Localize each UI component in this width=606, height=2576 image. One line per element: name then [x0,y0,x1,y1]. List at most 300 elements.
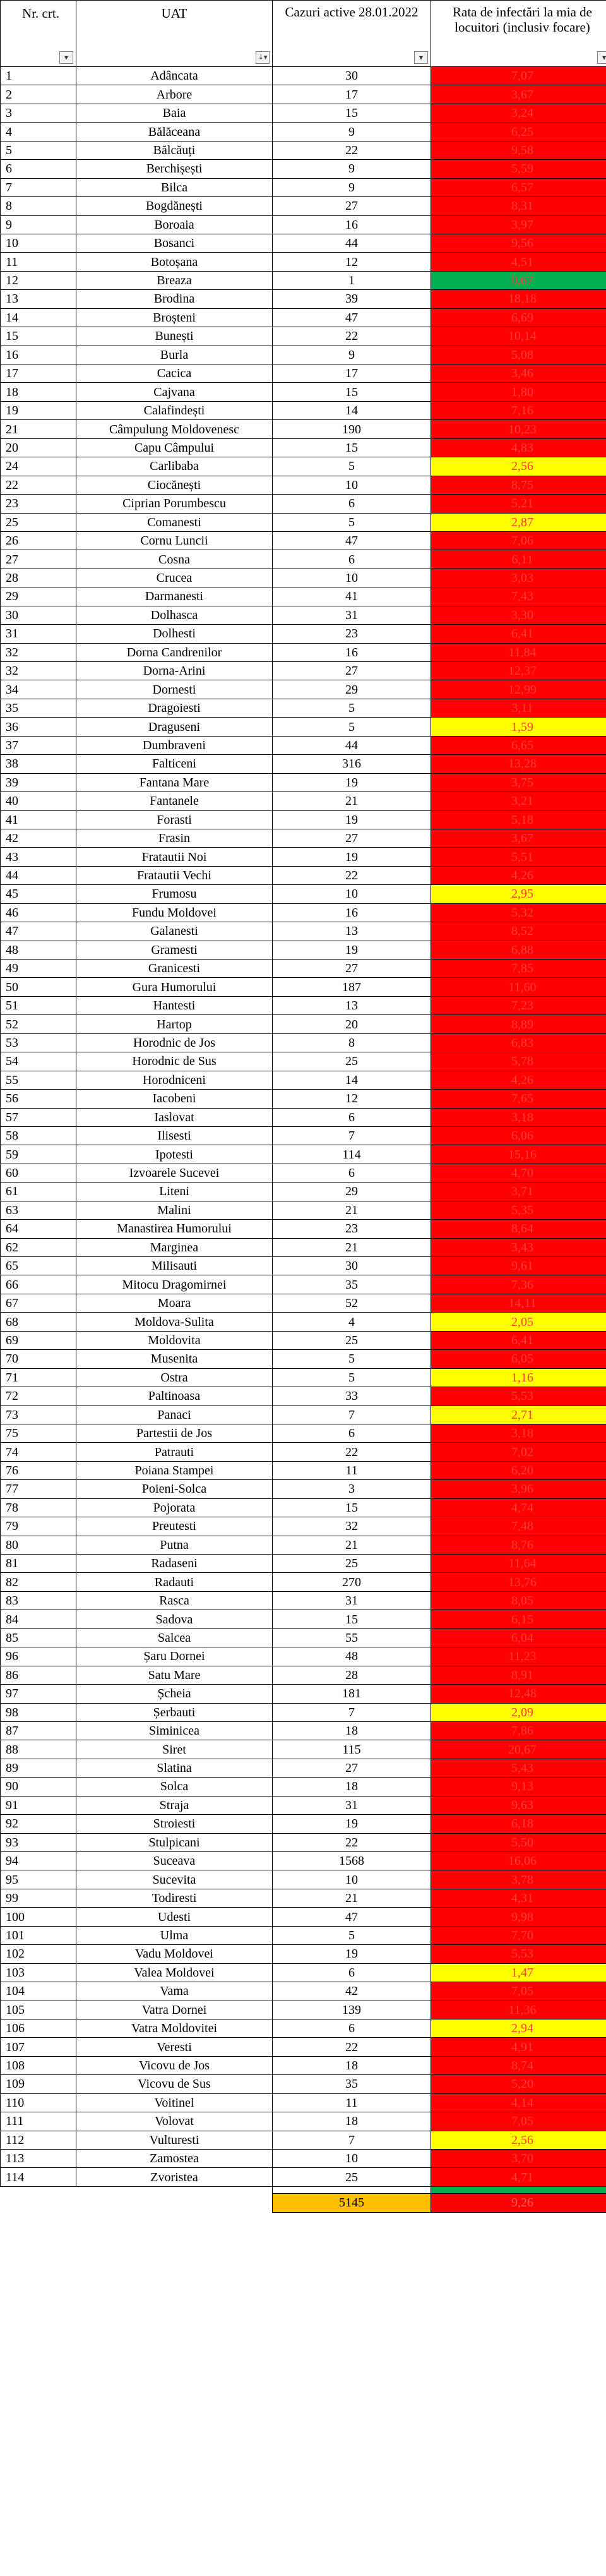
uat-cell[interactable]: Calafindești [76,401,273,419]
cazuri-cell[interactable]: 15 [273,1498,431,1517]
uat-cell[interactable]: Dorna Candrenilor [76,643,273,661]
rata-cell[interactable]: 5,59 [431,160,606,178]
nr-cell[interactable]: 18 [1,383,76,401]
nr-cell[interactable]: 46 [1,903,76,922]
nr-cell[interactable]: 95 [1,1870,76,1889]
rata-cell[interactable]: 9,63 [431,1796,606,1814]
nr-cell[interactable]: 35 [1,699,76,717]
nr-cell[interactable]: 114 [1,2168,76,2186]
uat-cell[interactable]: Adâncata [76,67,273,85]
rata-cell[interactable]: 5,53 [431,1945,606,1963]
uat-cell[interactable]: Ulma [76,1926,273,1944]
uat-cell[interactable]: Volovat [76,2112,273,2131]
nr-cell[interactable]: 58 [1,1126,76,1145]
uat-cell[interactable]: Bogdănești [76,197,273,215]
rata-cell[interactable]: 3,43 [431,1238,606,1256]
rata-cell[interactable]: 7,48 [431,1517,606,1536]
nr-cell[interactable]: 101 [1,1926,76,1944]
cazuri-cell[interactable]: 21 [273,1201,431,1219]
uat-cell[interactable]: Izvoarele Sucevei [76,1164,273,1182]
rata-cell[interactable]: 4,51 [431,253,606,271]
rata-cell[interactable]: 8,52 [431,922,606,941]
cazuri-cell[interactable]: 21 [273,1238,431,1256]
nr-cell[interactable]: 90 [1,1778,76,1796]
nr-cell[interactable]: 29 [1,587,76,606]
uat-cell[interactable]: Fantana Mare [76,773,273,791]
rata-cell[interactable]: 12,37 [431,662,606,680]
uat-cell[interactable]: Iaslovat [76,1108,273,1126]
uat-cell[interactable]: Dornesti [76,680,273,699]
nr-cell[interactable]: 64 [1,1220,76,1238]
nr-cell[interactable]: 92 [1,1815,76,1833]
nr-cell[interactable]: 32 [1,662,76,680]
rata-cell[interactable]: 3,30 [431,606,606,624]
uat-cell[interactable]: Straja [76,1796,273,1814]
uat-cell[interactable]: Iacobeni [76,1090,273,1108]
cazuri-cell[interactable]: 30 [273,67,431,85]
rata-cell[interactable]: 6,83 [431,1033,606,1052]
rata-cell[interactable]: 7,06 [431,531,606,550]
nr-cell[interactable]: 110 [1,2093,76,2112]
nr-cell[interactable]: 104 [1,1982,76,2001]
nr-cell[interactable]: 59 [1,1145,76,1164]
cazuri-cell[interactable]: 25 [273,1331,431,1349]
nr-cell[interactable]: 71 [1,1368,76,1387]
cazuri-cell[interactable]: 31 [273,1591,431,1610]
uat-cell[interactable]: Valea Moldovei [76,1963,273,1982]
rata-cell[interactable]: 3,97 [431,215,606,234]
uat-cell[interactable]: Salcea [76,1628,273,1647]
cazuri-cell[interactable]: 13 [273,996,431,1014]
sort-filter-icon[interactable]: ↓▾ [256,51,270,64]
rata-cell[interactable]: 3,67 [431,85,606,104]
uat-cell[interactable]: Șaru Dornei [76,1647,273,1666]
uat-cell[interactable]: Vatra Moldovitei [76,2019,273,2037]
nr-cell[interactable]: 85 [1,1628,76,1647]
nr-cell[interactable]: 50 [1,978,76,996]
nr-cell[interactable]: 102 [1,1945,76,1963]
nr-cell[interactable]: 107 [1,2038,76,2056]
nr-cell[interactable]: 98 [1,1703,76,1721]
rata-cell[interactable]: 7,16 [431,401,606,419]
cazuri-cell[interactable]: 27 [273,1759,431,1777]
cazuri-cell[interactable]: 18 [273,1721,431,1740]
nr-cell[interactable]: 63 [1,1201,76,1219]
uat-cell[interactable]: Șerbauti [76,1703,273,1721]
uat-cell[interactable]: Moara [76,1294,273,1312]
nr-cell[interactable]: 62 [1,1238,76,1256]
rata-cell[interactable]: 3,78 [431,1870,606,1889]
nr-cell[interactable]: 4 [1,123,76,141]
uat-cell[interactable]: Stulpicani [76,1833,273,1851]
uat-cell[interactable]: Radauti [76,1573,273,1591]
uat-cell[interactable]: Rasca [76,1591,273,1610]
rata-cell[interactable]: 5,18 [431,810,606,829]
rata-cell[interactable]: 3,96 [431,1480,606,1498]
uat-cell[interactable]: Capu Câmpului [76,438,273,457]
uat-cell[interactable]: Siminicea [76,1721,273,1740]
rata-cell[interactable]: 7,36 [431,1275,606,1294]
nr-cell[interactable]: 54 [1,1052,76,1071]
rata-cell[interactable]: 3,70 [431,2150,606,2168]
nr-cell[interactable]: 112 [1,2131,76,2149]
cazuri-cell[interactable]: 21 [273,792,431,810]
cazuri-cell[interactable]: 22 [273,327,431,346]
cazuri-cell[interactable]: 5 [273,718,431,736]
nr-cell[interactable]: 93 [1,1833,76,1851]
uat-cell[interactable]: Hantesti [76,996,273,1014]
nr-cell[interactable]: 19 [1,401,76,419]
cazuri-cell[interactable]: 7 [273,1126,431,1145]
rata-cell[interactable]: 5,32 [431,903,606,922]
cazuri-cell[interactable]: 44 [273,736,431,754]
rata-cell[interactable]: 5,53 [431,1387,606,1405]
rata-cell[interactable]: 7,02 [431,1443,606,1461]
rata-cell[interactable]: 1,47 [431,1963,606,1982]
cazuri-cell[interactable]: 25 [273,1052,431,1071]
uat-cell[interactable]: Dorna-Arini [76,662,273,680]
nr-cell[interactable]: 26 [1,531,76,550]
cazuri-cell[interactable]: 19 [273,941,431,959]
nr-cell[interactable]: 45 [1,885,76,903]
nr-cell[interactable]: 2 [1,85,76,104]
uat-cell[interactable]: Gura Humorului [76,978,273,996]
uat-cell[interactable]: Marginea [76,1238,273,1256]
uat-cell[interactable]: Carlibaba [76,457,273,476]
rata-cell[interactable]: 6,11 [431,550,606,569]
uat-cell[interactable]: Bălcăuți [76,141,273,159]
rata-cell[interactable]: 4,74 [431,1498,606,1517]
nr-cell[interactable]: 48 [1,941,76,959]
nr-cell[interactable]: 73 [1,1405,76,1424]
cazuri-cell[interactable]: 25 [273,1555,431,1573]
rata-cell[interactable]: 5,08 [431,346,606,364]
uat-cell[interactable]: Berchișești [76,160,273,178]
rata-cell[interactable]: 8,91 [431,1666,606,1684]
uat-cell[interactable]: Udesti [76,1908,273,1926]
uat-cell[interactable]: Liteni [76,1183,273,1201]
cazuri-cell[interactable]: 4 [273,1313,431,1331]
nr-cell[interactable]: 41 [1,810,76,829]
nr-cell[interactable]: 77 [1,1480,76,1498]
cazuri-cell[interactable]: 27 [273,197,431,215]
cazuri-cell[interactable]: 22 [273,1833,431,1851]
filter-dropdown-icon[interactable]: ▾ [59,51,73,64]
cazuri-cell[interactable]: 190 [273,420,431,438]
uat-cell[interactable]: Șcheia [76,1685,273,1703]
nr-cell[interactable]: 24 [1,457,76,476]
cazuri-cell[interactable]: 27 [273,960,431,978]
rata-cell[interactable]: 14,11 [431,1294,606,1312]
uat-cell[interactable]: Horodniceni [76,1071,273,1089]
rata-cell[interactable]: 2,05 [431,1313,606,1331]
rata-cell[interactable]: 6,06 [431,1126,606,1145]
cazuri-cell[interactable]: 10 [273,569,431,587]
rata-cell[interactable]: 2,95 [431,885,606,903]
rata-cell[interactable]: 2,09 [431,1703,606,1721]
rata-cell[interactable]: 3,11 [431,699,606,717]
cazuri-cell[interactable]: 6 [273,2019,431,2037]
nr-cell[interactable]: 108 [1,2056,76,2074]
uat-cell[interactable]: Hartop [76,1015,273,1033]
uat-cell[interactable]: Vadu Moldovei [76,1945,273,1963]
cazuri-cell[interactable]: 6 [273,1963,431,1982]
rata-cell[interactable]: 7,07 [431,67,606,85]
uat-cell[interactable]: Boroaia [76,215,273,234]
uat-cell[interactable]: Stroiesti [76,1815,273,1833]
uat-cell[interactable]: Dumbraveni [76,736,273,754]
uat-cell[interactable]: Patrauti [76,1443,273,1461]
nr-cell[interactable]: 75 [1,1424,76,1442]
nr-cell[interactable]: 111 [1,2112,76,2131]
rata-cell[interactable]: 4,71 [431,2168,606,2186]
total-cazuri-cell[interactable]: 5145 [273,2193,431,2212]
nr-cell[interactable]: 56 [1,1090,76,1108]
nr-cell[interactable]: 21 [1,420,76,438]
rata-cell[interactable]: 3,18 [431,1424,606,1442]
uat-cell[interactable]: Ostra [76,1368,273,1387]
cazuri-cell[interactable]: 33 [273,1387,431,1405]
cazuri-cell[interactable]: 15 [273,104,431,122]
uat-cell[interactable]: Burla [76,346,273,364]
cazuri-cell[interactable]: 115 [273,1740,431,1759]
nr-cell[interactable]: 31 [1,625,76,643]
uat-cell[interactable]: Mitocu Dragomirnei [76,1275,273,1294]
nr-cell[interactable]: 5 [1,141,76,159]
rata-cell[interactable]: 9,13 [431,1778,606,1796]
cazuri-cell[interactable]: 55 [273,1628,431,1647]
cazuri-cell[interactable]: 48 [273,1647,431,1666]
rata-cell[interactable]: 16,06 [431,1852,606,1870]
cazuri-cell[interactable]: 5 [273,457,431,476]
rata-cell[interactable]: 8,75 [431,476,606,494]
rata-cell[interactable]: 2,71 [431,1405,606,1424]
rata-cell[interactable]: 3,18 [431,1108,606,1126]
cazuri-cell[interactable]: 35 [273,1275,431,1294]
rata-cell[interactable]: 2,87 [431,513,606,531]
cazuri-cell[interactable]: 8 [273,1033,431,1052]
nr-cell[interactable]: 11 [1,253,76,271]
uat-cell[interactable]: Moldova-Sulita [76,1313,273,1331]
uat-cell[interactable]: Cacica [76,364,273,383]
uat-cell[interactable]: Darmanesti [76,587,273,606]
uat-cell[interactable]: Dolhasca [76,606,273,624]
rata-cell[interactable]: 7,85 [431,960,606,978]
uat-cell[interactable]: Ilisesti [76,1126,273,1145]
nr-cell[interactable]: 25 [1,513,76,531]
rata-cell[interactable]: 7,23 [431,996,606,1014]
rata-cell[interactable]: 5,21 [431,495,606,513]
uat-cell[interactable]: Slatina [76,1759,273,1777]
cazuri-cell[interactable]: 270 [273,1573,431,1591]
cazuri-cell[interactable]: 19 [273,773,431,791]
cazuri-cell[interactable]: 11 [273,1461,431,1479]
uat-cell[interactable]: Breaza [76,271,273,289]
cazuri-cell[interactable]: 22 [273,866,431,884]
uat-cell[interactable]: Musenita [76,1350,273,1368]
uat-cell[interactable]: Frumosu [76,885,273,903]
rata-cell[interactable]: 6,69 [431,308,606,327]
cazuri-cell[interactable]: 21 [273,1536,431,1554]
rata-cell[interactable]: 6,41 [431,625,606,643]
cazuri-cell[interactable]: 28 [273,1666,431,1684]
nr-cell[interactable]: 23 [1,495,76,513]
uat-cell[interactable]: Comanesti [76,513,273,531]
rata-cell[interactable]: 6,18 [431,1815,606,1833]
nr-cell[interactable]: 3 [1,104,76,122]
rata-cell[interactable]: 3,71 [431,1183,606,1201]
rata-cell[interactable]: 15,16 [431,1145,606,1164]
uat-cell[interactable]: Zamostea [76,2150,273,2168]
cazuri-cell[interactable]: 9 [273,123,431,141]
nr-cell[interactable]: 15 [1,327,76,346]
cazuri-cell[interactable]: 6 [273,1108,431,1126]
cazuri-cell[interactable]: 16 [273,215,431,234]
cazuri-cell[interactable]: 139 [273,2001,431,2019]
nr-cell[interactable]: 14 [1,308,76,327]
rata-cell[interactable]: 7,65 [431,1090,606,1108]
cazuri-cell[interactable]: 3 [273,1480,431,1498]
rata-cell[interactable]: 10,23 [431,420,606,438]
cazuri-cell[interactable]: 22 [273,2038,431,2056]
uat-cell[interactable]: Vicovu de Jos [76,2056,273,2074]
cazuri-cell[interactable]: 17 [273,364,431,383]
uat-cell[interactable]: Ciocănești [76,476,273,494]
cazuri-cell[interactable]: 11 [273,2093,431,2112]
filter-dropdown-icon[interactable]: ▾ [597,51,606,64]
rata-cell[interactable]: 7,70 [431,1926,606,1944]
nr-cell[interactable]: 81 [1,1555,76,1573]
uat-cell[interactable]: Ipotesti [76,1145,273,1164]
nr-cell[interactable]: 34 [1,680,76,699]
nr-cell[interactable]: 70 [1,1350,76,1368]
rata-cell[interactable]: 3,75 [431,773,606,791]
uat-cell[interactable]: Broșteni [76,308,273,327]
cazuri-cell[interactable]: 18 [273,2056,431,2074]
uat-cell[interactable]: Falticeni [76,755,273,773]
rata-cell[interactable]: 11,84 [431,643,606,661]
nr-cell[interactable]: 1 [1,67,76,85]
nr-cell[interactable]: 38 [1,755,76,773]
rata-cell[interactable]: 18,18 [431,290,606,308]
uat-cell[interactable]: Vama [76,1982,273,2001]
cazuri-cell[interactable]: 15 [273,383,431,401]
cazuri-cell[interactable]: 47 [273,308,431,327]
cazuri-cell[interactable]: 30 [273,1257,431,1275]
uat-cell[interactable]: Horodnic de Jos [76,1033,273,1052]
nr-cell[interactable]: 20 [1,438,76,457]
nr-cell[interactable]: 6 [1,160,76,178]
nr-cell[interactable]: 113 [1,2150,76,2168]
rata-cell[interactable]: 4,31 [431,1889,606,1907]
nr-cell[interactable]: 37 [1,736,76,754]
rata-cell[interactable]: 5,35 [431,1201,606,1219]
rata-cell[interactable]: 7,43 [431,587,606,606]
rata-cell[interactable]: 12,48 [431,1685,606,1703]
rata-cell[interactable]: 7,86 [431,1721,606,1740]
nr-cell[interactable]: 97 [1,1685,76,1703]
rata-cell[interactable]: 0,67 [431,271,606,289]
nr-cell[interactable]: 44 [1,866,76,884]
rata-cell[interactable]: 5,78 [431,1052,606,1071]
cazuri-cell[interactable]: 47 [273,531,431,550]
uat-cell[interactable]: Cajvana [76,383,273,401]
nr-cell[interactable]: 88 [1,1740,76,1759]
cazuri-cell[interactable]: 1 [273,271,431,289]
nr-cell[interactable]: 99 [1,1889,76,1907]
cazuri-cell[interactable]: 114 [273,1145,431,1164]
nr-cell[interactable]: 43 [1,848,76,866]
cazuri-cell[interactable]: 5 [273,1926,431,1944]
cazuri-cell[interactable]: 18 [273,1778,431,1796]
nr-cell[interactable]: 89 [1,1759,76,1777]
uat-cell[interactable]: Forasti [76,810,273,829]
uat-cell[interactable]: Manastirea Humorului [76,1220,273,1238]
cazuri-cell[interactable]: 1568 [273,1852,431,1870]
cazuri-cell[interactable]: 6 [273,550,431,569]
cazuri-cell[interactable]: 32 [273,1517,431,1536]
rata-cell[interactable]: 10,14 [431,327,606,346]
uat-cell[interactable]: Botoșana [76,253,273,271]
nr-cell[interactable]: 80 [1,1536,76,1554]
rata-cell[interactable]: 8,64 [431,1220,606,1238]
nr-cell[interactable]: 103 [1,1963,76,1982]
nr-cell[interactable]: 49 [1,960,76,978]
nr-cell[interactable]: 84 [1,1610,76,1628]
rata-cell[interactable]: 8,74 [431,2056,606,2074]
cazuri-cell[interactable]: 23 [273,1220,431,1238]
uat-cell[interactable]: Preutesti [76,1517,273,1536]
uat-cell[interactable]: Poieni-Solca [76,1480,273,1498]
uat-cell[interactable]: Panaci [76,1405,273,1424]
cazuri-cell[interactable]: 7 [273,1405,431,1424]
nr-cell[interactable]: 51 [1,996,76,1014]
rata-cell[interactable]: 7,05 [431,1982,606,2001]
nr-cell[interactable]: 42 [1,829,76,847]
uat-cell[interactable]: Fantanele [76,792,273,810]
cazuri-cell[interactable]: 12 [273,1090,431,1108]
nr-cell[interactable]: 55 [1,1071,76,1089]
uat-cell[interactable]: Cornu Luncii [76,531,273,550]
uat-cell[interactable]: Gramesti [76,941,273,959]
cazuri-cell[interactable]: 10 [273,2150,431,2168]
cazuri-cell[interactable]: 25 [273,2168,431,2186]
nr-cell[interactable]: 83 [1,1591,76,1610]
cazuri-cell[interactable]: 15 [273,438,431,457]
nr-cell[interactable]: 13 [1,290,76,308]
nr-cell[interactable]: 60 [1,1164,76,1182]
rata-cell[interactable]: 4,14 [431,2093,606,2112]
rata-cell[interactable]: 1,59 [431,718,606,736]
rata-cell[interactable]: 6,25 [431,123,606,141]
uat-cell[interactable]: Sucevita [76,1870,273,1889]
rata-cell[interactable]: 8,89 [431,1015,606,1033]
cazuri-cell[interactable]: 9 [273,346,431,364]
nr-cell[interactable]: 66 [1,1275,76,1294]
uat-cell[interactable]: Moldovita [76,1331,273,1349]
nr-cell[interactable]: 68 [1,1313,76,1331]
uat-cell[interactable]: Bunești [76,327,273,346]
uat-cell[interactable]: Arbore [76,85,273,104]
cazuri-cell[interactable]: 9 [273,160,431,178]
nr-cell[interactable]: 67 [1,1294,76,1312]
uat-cell[interactable]: Fratautii Noi [76,848,273,866]
cazuri-cell[interactable]: 181 [273,1685,431,1703]
rata-cell[interactable]: 11,60 [431,978,606,996]
rata-cell[interactable]: 2,56 [431,457,606,476]
rata-cell[interactable]: 13,76 [431,1573,606,1591]
cazuri-cell[interactable]: 18 [273,2112,431,2131]
